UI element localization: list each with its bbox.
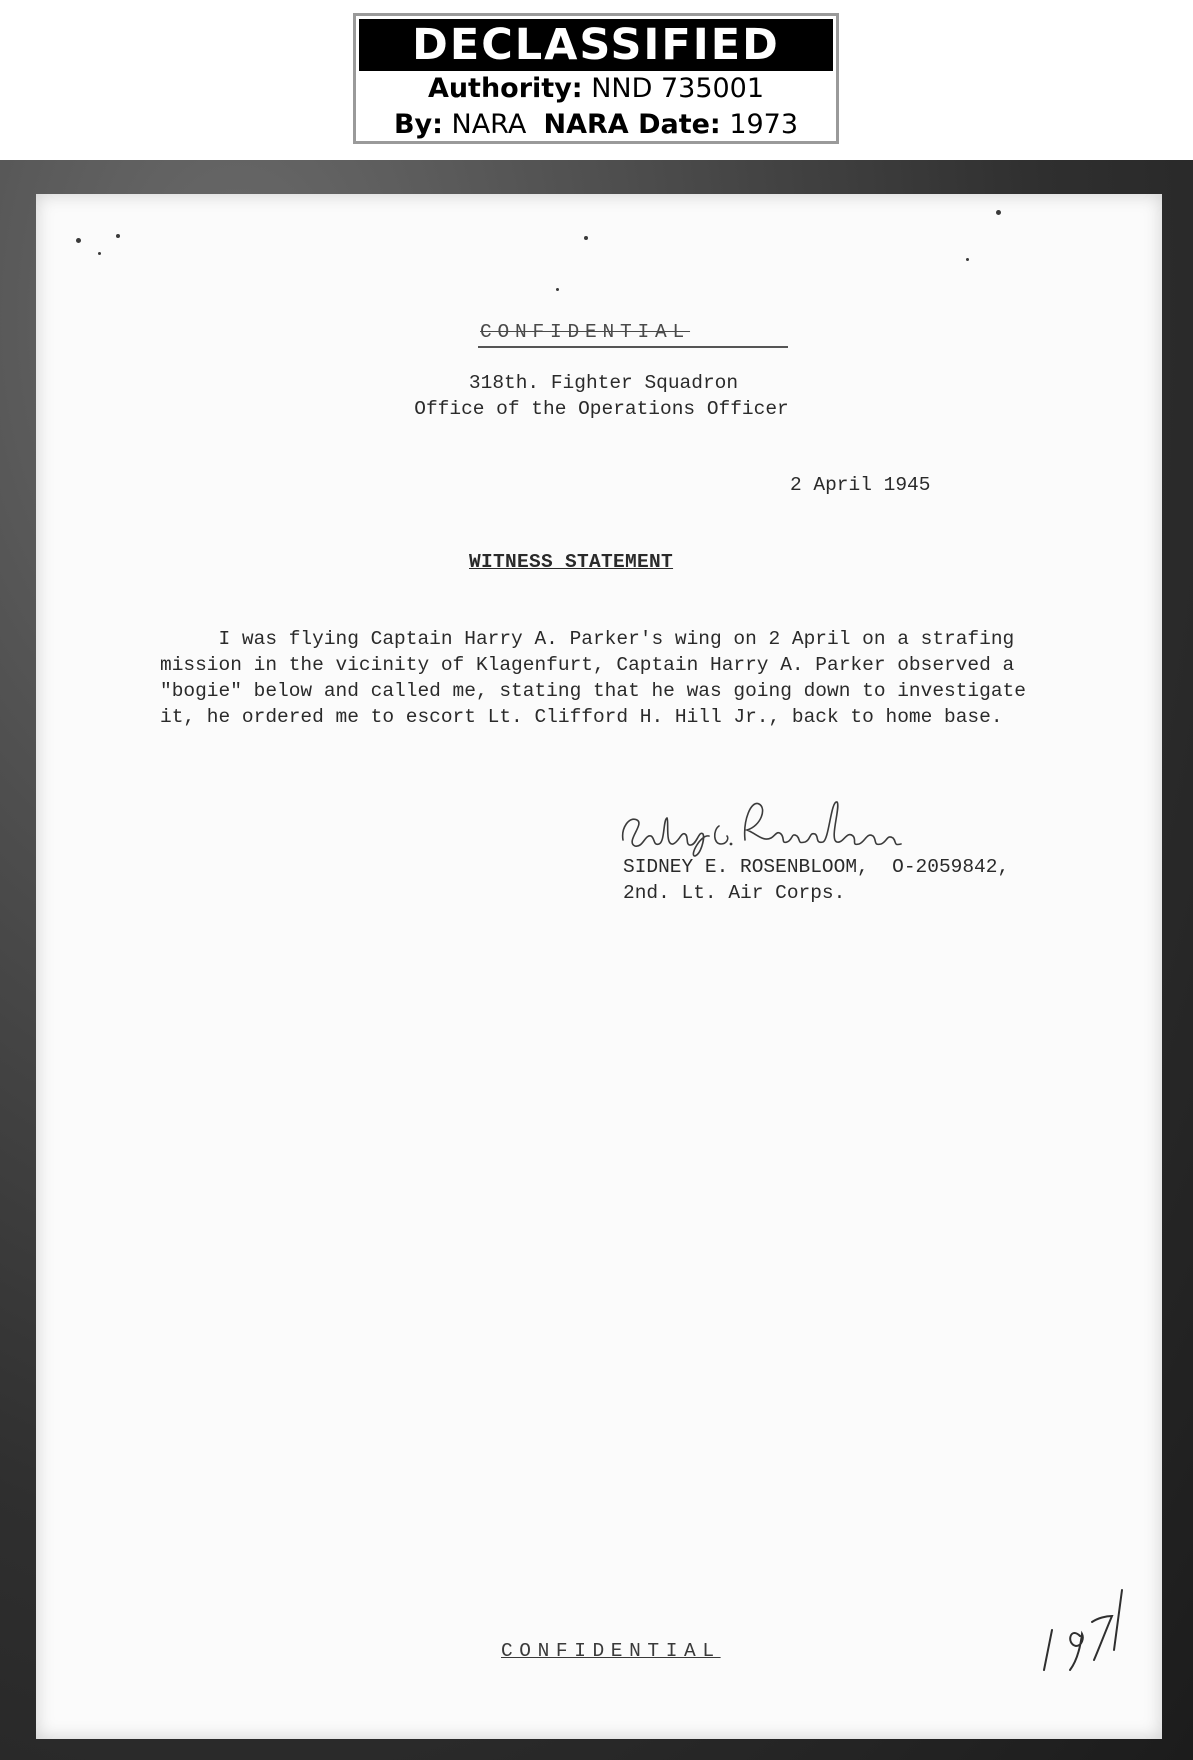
office-name: Office of the Operations Officer xyxy=(414,398,789,420)
stamp-date-label: NARA Date: xyxy=(543,109,721,140)
stamp-by-line xyxy=(356,107,836,143)
statement-body xyxy=(160,626,1060,730)
dust-speck xyxy=(584,236,588,240)
statement-line: "bogie" below and called me, stating that he was going down to investigate xyxy=(160,680,1026,702)
document-heading: WITNESS STATEMENT xyxy=(469,551,674,573)
dust-speck xyxy=(996,210,1001,215)
classification-top: CONFIDENTIAL xyxy=(480,321,691,343)
statement-line: it, he ordered me to escort Lt. Clifford H. Hill Jr., back to home base. xyxy=(160,706,1003,728)
document-date: 2 April 1945 xyxy=(790,474,931,496)
handwritten-signature xyxy=(615,790,915,860)
statement-line: I was flying Captain Harry A. Parker's wing on 2 April on a strafing xyxy=(160,628,1015,650)
handwritten-number xyxy=(1030,1570,1140,1680)
stamp-by-label: By: xyxy=(393,109,443,140)
stamp-authority-value: NND 735001 xyxy=(591,73,765,104)
paper-sheet xyxy=(36,194,1162,1739)
signer-name: SIDNEY E. ROSENBLOOM, O-2059842, xyxy=(623,856,1010,878)
stamp-date-value: 1973 xyxy=(729,109,799,140)
classification-bottom: CONFIDENTIAL xyxy=(501,1640,721,1662)
dust-speck xyxy=(556,288,559,291)
dust-speck xyxy=(116,234,120,238)
dust-speck xyxy=(966,258,969,261)
declassified-stamp xyxy=(353,13,839,144)
dust-speck xyxy=(76,238,81,243)
statement-line: mission in the vicinity of Klagenfurt, Captain Harry A. Parker observed a xyxy=(160,654,1015,676)
dust-speck xyxy=(98,252,101,255)
classification-top-underline xyxy=(478,346,788,348)
stamp-title: DECLASSIFIED xyxy=(359,19,833,71)
stamp-authority-label: Authority: xyxy=(427,73,583,104)
stamp-by-value: NARA xyxy=(451,109,527,140)
stamp-authority-line xyxy=(356,71,836,107)
unit-name: 318th. Fighter Squadron xyxy=(468,372,739,394)
signer-rank: 2nd. Lt. Air Corps. xyxy=(623,882,846,904)
